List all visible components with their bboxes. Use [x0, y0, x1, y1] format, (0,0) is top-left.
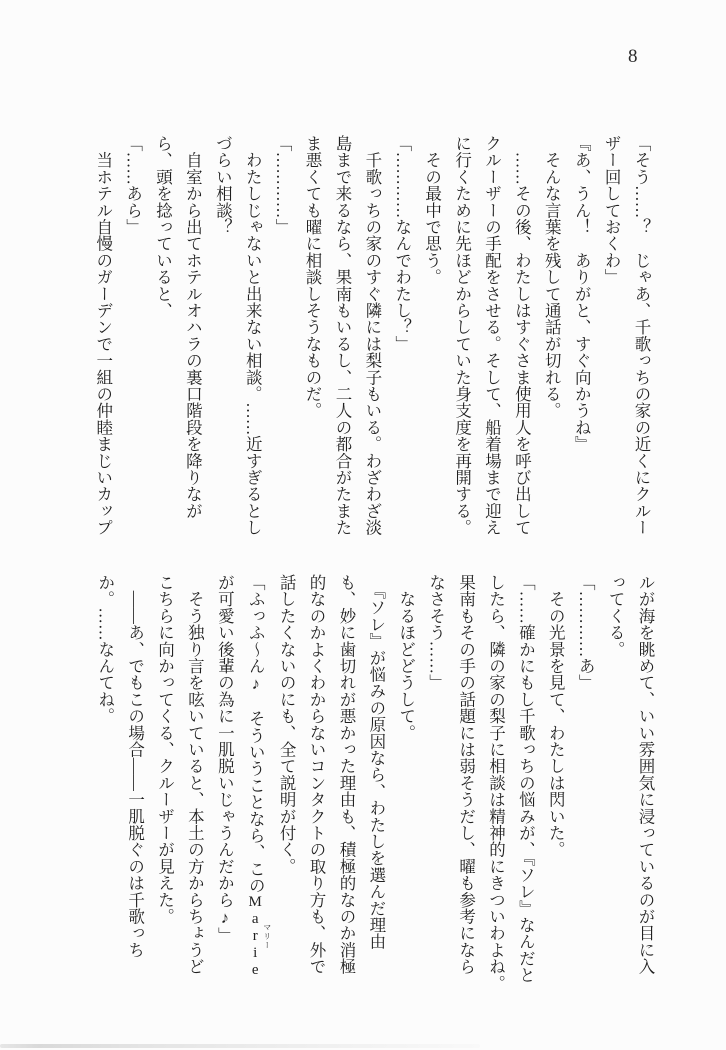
text-line: 果南もその手の話題には弱そうだし、曜も参考になら	[456, 574, 476, 975]
text-line: 「……あら」	[123, 135, 143, 236]
text-line: 『ソレ』が悩みの原因なら、わたしを選んだ理由	[366, 574, 386, 950]
text-line: なるほどどうして。	[396, 574, 416, 741]
page-number: 8	[628, 46, 638, 67]
text-line: 「…………なんでわたし？」	[392, 135, 412, 353]
text-line: ザー回しておくわ」	[602, 135, 622, 286]
text-line: 『あ、うん！ ありがと、すぐ向かうね』	[572, 135, 592, 453]
text-line: 「そう……？ じゃあ、千歌っちの家の近くにクルー	[632, 135, 651, 536]
upper-text-block	[88, 135, 656, 537]
text-line: なさそう……」	[426, 574, 446, 691]
ruby-furigana-text: マリー	[262, 893, 272, 979]
text-line: ら、頭を捻っていると、	[153, 135, 173, 319]
text-line: ま悪くても曜に相談しそうなものだ。	[303, 135, 323, 419]
text-line: づらい相談？	[213, 135, 233, 236]
text-line: その最中で思う。	[422, 135, 442, 286]
text-line: 「…………あ」	[576, 574, 596, 691]
text-line: 「……確かにもし千歌っちの悩みが、『ソレ』なんだと	[516, 574, 536, 984]
text-line: 「…………」	[273, 135, 293, 236]
bottom-scan-artifact	[0, 1044, 480, 1048]
text-line: か。……なんてね。	[95, 574, 115, 725]
text-line: 話したくないのにも、全て説明が付く。	[277, 574, 297, 875]
text-line-with-ruby	[239, 574, 271, 992]
text-line: 千歌っちの家のすぐ隣には梨子もいる。わざわざ淡	[362, 135, 382, 536]
text-line: クルーザーの手配をさせる。そして、船着場まで迎え	[482, 135, 502, 536]
text-line: わたしじゃないと出来ない相談。……近すぎるとし	[243, 135, 263, 536]
text-line: ってくる。	[606, 574, 626, 658]
text-line: 島まで来るなら、果南もいるし、二人の都合がたまた	[332, 135, 352, 536]
text-line: 自室から出てホテルオハラの裏口階段を降りなが	[183, 135, 203, 520]
text-line: こちらに向かってくる、クルーザーが見えた。	[155, 574, 175, 925]
text-line: ……その後、わたしはすぐさま使用人を呼び出して	[512, 135, 532, 536]
ruby-line-pre-text: 「ふっふ〜ん♪ そういうことなら、この	[246, 574, 266, 894]
text-line: 当ホテル自慢のガーデンで一組の仲睦まじいカップ	[93, 135, 113, 536]
ruby-base-text: Marie	[247, 893, 264, 979]
text-line: 的なのかよくわからないコンタクトの取り方も、外で	[307, 574, 327, 975]
text-line: ルが海を眺めて、いい雰囲気に浸っているのが目に入	[636, 574, 655, 975]
marie-ruby	[246, 893, 272, 979]
lower-text-block	[90, 574, 660, 992]
text-line: そう独り言を呟いていると、本土の方からちょうど	[185, 574, 205, 975]
text-line: ――あ、でもこの場合――一肌脱ぐのは千歌っち	[125, 574, 145, 959]
text-line: も、妙に歯切れが悪かった理由も、積極的なのか消極	[336, 574, 356, 975]
text-line: そんな言葉を残して通話が切れる。	[542, 135, 562, 419]
text-line: その光景を見て、わたしは閃いた。	[546, 574, 566, 858]
text-line: が可愛い後輩の為に一肌脱いじゃうんだから♪」	[215, 574, 235, 944]
text-line: したら、隣の家の梨子に相談は精神的にきついわよね。	[486, 574, 506, 992]
text-line: に行くために先ほどからしていた身支度を再開する。	[452, 135, 472, 536]
